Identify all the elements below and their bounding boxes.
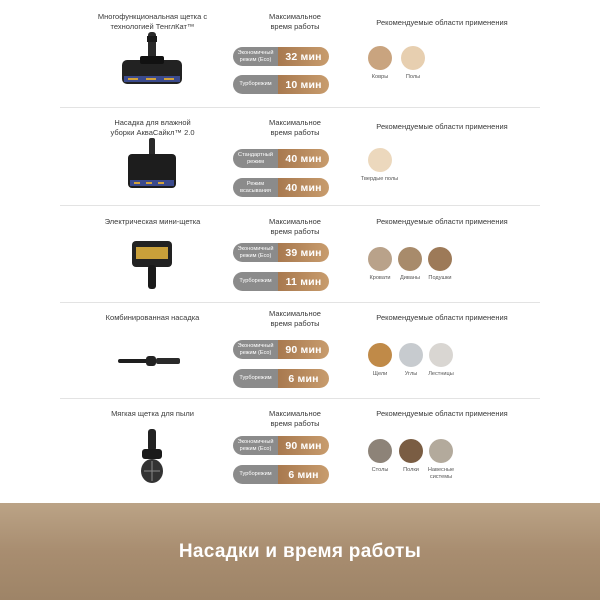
hard-floor-icon: [368, 148, 392, 172]
mode-label: Экономичный режим (Eco): [233, 436, 278, 455]
area-label: Навесные системы: [427, 467, 455, 480]
table-icon: [368, 439, 392, 463]
area-label: Полы: [405, 74, 421, 80]
area-floor: [393, 46, 433, 81]
corner-icon: [399, 343, 423, 367]
runtime-header: Максимальное время работы: [269, 118, 321, 137]
area-label: Кровати: [369, 275, 391, 281]
floor-icon: [401, 46, 425, 70]
area-pillow: [420, 247, 460, 282]
mode-pill-eco: [233, 436, 329, 455]
area-label: Диваны: [399, 275, 421, 281]
runtime-header: Максимальное время работы: [269, 217, 321, 236]
wet-cleaning-head-image: [112, 138, 192, 198]
attachment-name: Насадка для влажной уборки АкваСайкл™ 2.0: [110, 118, 195, 137]
mode-label: Экономичный режим (Eco): [233, 243, 278, 262]
areas-header: Рекомендуемые области применения: [376, 18, 508, 27]
stairs-icon: [429, 343, 453, 367]
mode-label: Турборежим: [233, 75, 278, 94]
mode-label: Режим всасывания: [233, 178, 278, 197]
mode-pill-eco: [233, 47, 329, 66]
areas-header: Рекомендуемые области применения: [376, 217, 508, 226]
mode-label: Турборежим: [233, 272, 278, 291]
areas-header: Рекомендуемые области применения: [376, 409, 508, 418]
attachment-row-3: [60, 207, 540, 303]
mode-pill-turbo: [233, 369, 329, 388]
multifunction-brush-image: [112, 32, 192, 92]
mini-brush-image: [112, 235, 192, 295]
banner-title: Насадки и время работы: [178, 540, 422, 562]
attachment-row-1: [60, 12, 540, 108]
attachment-name: Многофункциональная щетка с технологией ТенглКат™: [97, 12, 208, 31]
attachment-row-2: [60, 110, 540, 206]
mode-pill-eco: [233, 243, 329, 262]
gap-icon: [368, 343, 392, 367]
attachment-row-5: [60, 399, 540, 495]
attachment-name: Электрическая мини-щетка: [104, 217, 201, 226]
mode-label: Турборежим: [233, 369, 278, 388]
mode-pill-suction: [233, 178, 329, 197]
mode-time: 32 мин: [278, 47, 329, 66]
mode-time: 40 мин: [278, 149, 329, 168]
area-label: Полки: [403, 467, 419, 473]
mode-time: 40 мин: [278, 178, 329, 197]
attachment-row-4: [60, 303, 540, 399]
runtime-header: Максимальное время работы: [269, 12, 321, 31]
dust-brush-image: [112, 427, 192, 487]
sofa-icon: [398, 247, 422, 271]
area-label: Лестницы: [428, 371, 454, 377]
attachment-name: Мягкая щетка для пыли: [111, 409, 194, 418]
mode-label: Турборежим: [233, 465, 278, 484]
mode-time: 6 мин: [278, 465, 329, 484]
area-label: Твердые полы: [360, 176, 399, 182]
mode-label: Экономичный режим (Eco): [233, 47, 278, 66]
area-label: Ковры: [371, 74, 389, 80]
area-label: Подушки: [428, 275, 452, 281]
cabinet-icon: [429, 439, 453, 463]
mode-label: Стандартный режим: [233, 149, 278, 168]
runtime-header: Максимальное время работы: [269, 309, 321, 328]
mode-pill-turbo: [233, 465, 329, 484]
mode-label: Экономичный режим (Eco): [233, 340, 278, 359]
mode-time: 39 мин: [278, 243, 329, 262]
mode-pill-turbo: [233, 272, 329, 291]
areas-header: Рекомендуемые области применения: [376, 122, 508, 131]
bed-icon: [368, 247, 392, 271]
combination-tool-image: [112, 331, 192, 391]
mode-pill-turbo: [233, 75, 329, 94]
area-stairs: [421, 343, 461, 378]
mode-time: 90 мин: [278, 340, 329, 359]
runtime-header: Максимальное время работы: [269, 409, 321, 428]
mode-pill-eco: [233, 340, 329, 359]
mode-time: 90 мин: [278, 436, 329, 455]
attachment-name: Комбинированная насадка: [105, 313, 200, 322]
mode-time: 6 мин: [278, 369, 329, 388]
pillow-icon: [428, 247, 452, 271]
mode-time: 11 мин: [278, 272, 329, 291]
area-cabinet: [421, 439, 461, 480]
mode-pill-standard: [233, 149, 329, 168]
mode-time: 10 мин: [278, 75, 329, 94]
carpet-icon: [368, 46, 392, 70]
area-hard-floor: [347, 148, 412, 183]
footer-banner: [0, 503, 600, 600]
area-label: Щели: [372, 371, 388, 377]
area-label: Углы: [404, 371, 418, 377]
shelf-icon: [399, 439, 423, 463]
area-label: Столы: [371, 467, 389, 473]
areas-header: Рекомендуемые области применения: [376, 313, 508, 322]
